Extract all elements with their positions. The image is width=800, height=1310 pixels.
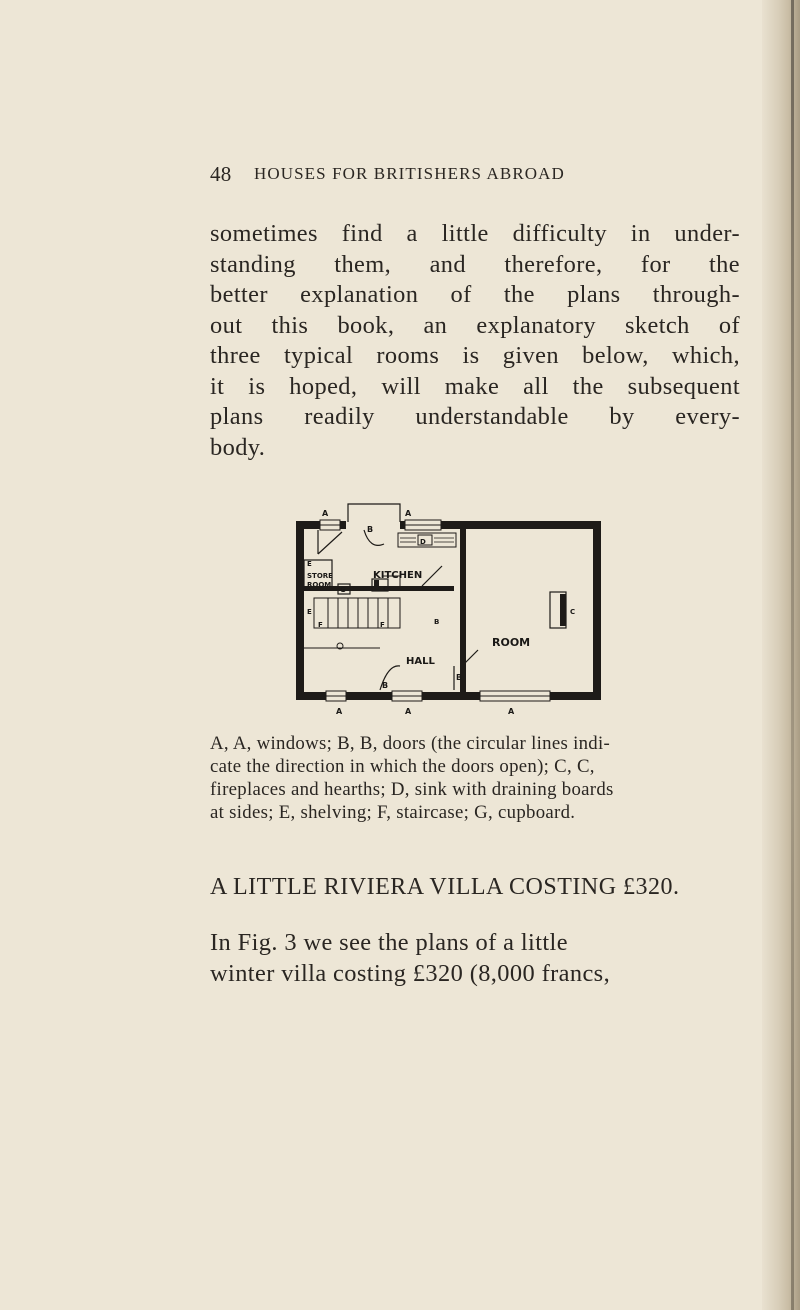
fireplace-room-hearth <box>560 594 566 626</box>
cupboard-label: G <box>340 586 346 594</box>
wall-partition <box>460 529 466 692</box>
text-line: body. <box>210 433 266 461</box>
page-header <box>210 162 770 192</box>
window-label: A <box>336 707 343 716</box>
fireplace-kitchen-hearth <box>374 580 379 591</box>
text-line: In Fig. 3 we see the plans of a little <box>210 929 568 956</box>
sink <box>398 533 456 547</box>
text-line: three typical rooms is given below, which, <box>210 342 740 369</box>
door-swing-kitchen <box>318 530 342 554</box>
window-label: A <box>508 707 515 716</box>
hall-label: HALL <box>406 656 435 667</box>
window-label: A <box>405 707 412 716</box>
text-line: plans readily understandable by every- <box>210 403 740 430</box>
door-label: B <box>456 673 463 682</box>
text-line: out this book, an explanatory sketch of <box>210 311 740 339</box>
door-label: B <box>434 618 440 626</box>
page-number: 48 <box>210 162 232 186</box>
caption-line: A, A, windows; B, B, doors (the circular lines indi- <box>210 733 611 754</box>
floor-plan-drawing <box>280 494 610 724</box>
fireplace-label: C <box>383 585 389 593</box>
running-head: HOUSES FOR BRITISHERS ABROAD <box>254 164 565 183</box>
section-heading: A LITTLE RIVIERA VILLA COSTING £320. <box>210 874 680 900</box>
text-line: sometimes find a little difficulty in under- <box>210 220 740 247</box>
window-bottom-2 <box>392 691 422 701</box>
text-line: winter villa costing £320 (8,000 francs, <box>210 959 611 987</box>
store-label: STORE <box>307 572 333 580</box>
text-line: it is hoped, will make all the subsequent <box>210 372 740 400</box>
wall-top <box>296 521 601 529</box>
caption-line: fireplaces and hearths; D, sink with draining boards <box>210 779 614 800</box>
wall-left <box>296 521 304 700</box>
window-label: A <box>322 509 329 518</box>
paragraph-2 <box>210 928 690 989</box>
floor-plan-sketch <box>280 494 610 724</box>
caption-line: cate the direction in which the doors open); C, C, <box>210 756 595 777</box>
page-edge <box>762 0 800 1310</box>
window-label: A <box>405 509 412 518</box>
staircase-label: F <box>318 621 323 629</box>
window-top-right <box>405 520 441 530</box>
door-swing-kitchen-right <box>422 566 442 586</box>
caption-line: at sides; E, shelving; F, staircase; G, cupboard. <box>210 802 576 823</box>
fireplace-label: C <box>570 608 576 616</box>
figure-caption <box>210 732 740 824</box>
room-label: ROOM <box>492 636 531 649</box>
window-bottom-3 <box>480 691 550 701</box>
window-bottom-1 <box>326 691 346 701</box>
kitchen-label: KITCHEN <box>373 570 423 581</box>
text-line: standing them, and therefore, for the <box>210 250 740 278</box>
shelving-label: E <box>307 560 312 568</box>
staircase-label: F <box>380 621 385 629</box>
store-room-label: ROOM <box>307 581 332 589</box>
door-label: B <box>382 681 389 690</box>
window-top-left <box>320 520 340 530</box>
door-label: B <box>367 525 374 534</box>
page-edge-line <box>791 0 794 1310</box>
text-line: better explanation of the plans through- <box>210 281 740 308</box>
sink-label: D <box>420 538 426 546</box>
shelving-label: E <box>307 608 312 616</box>
wall-right <box>593 521 601 700</box>
paragraph-1 <box>210 219 740 463</box>
